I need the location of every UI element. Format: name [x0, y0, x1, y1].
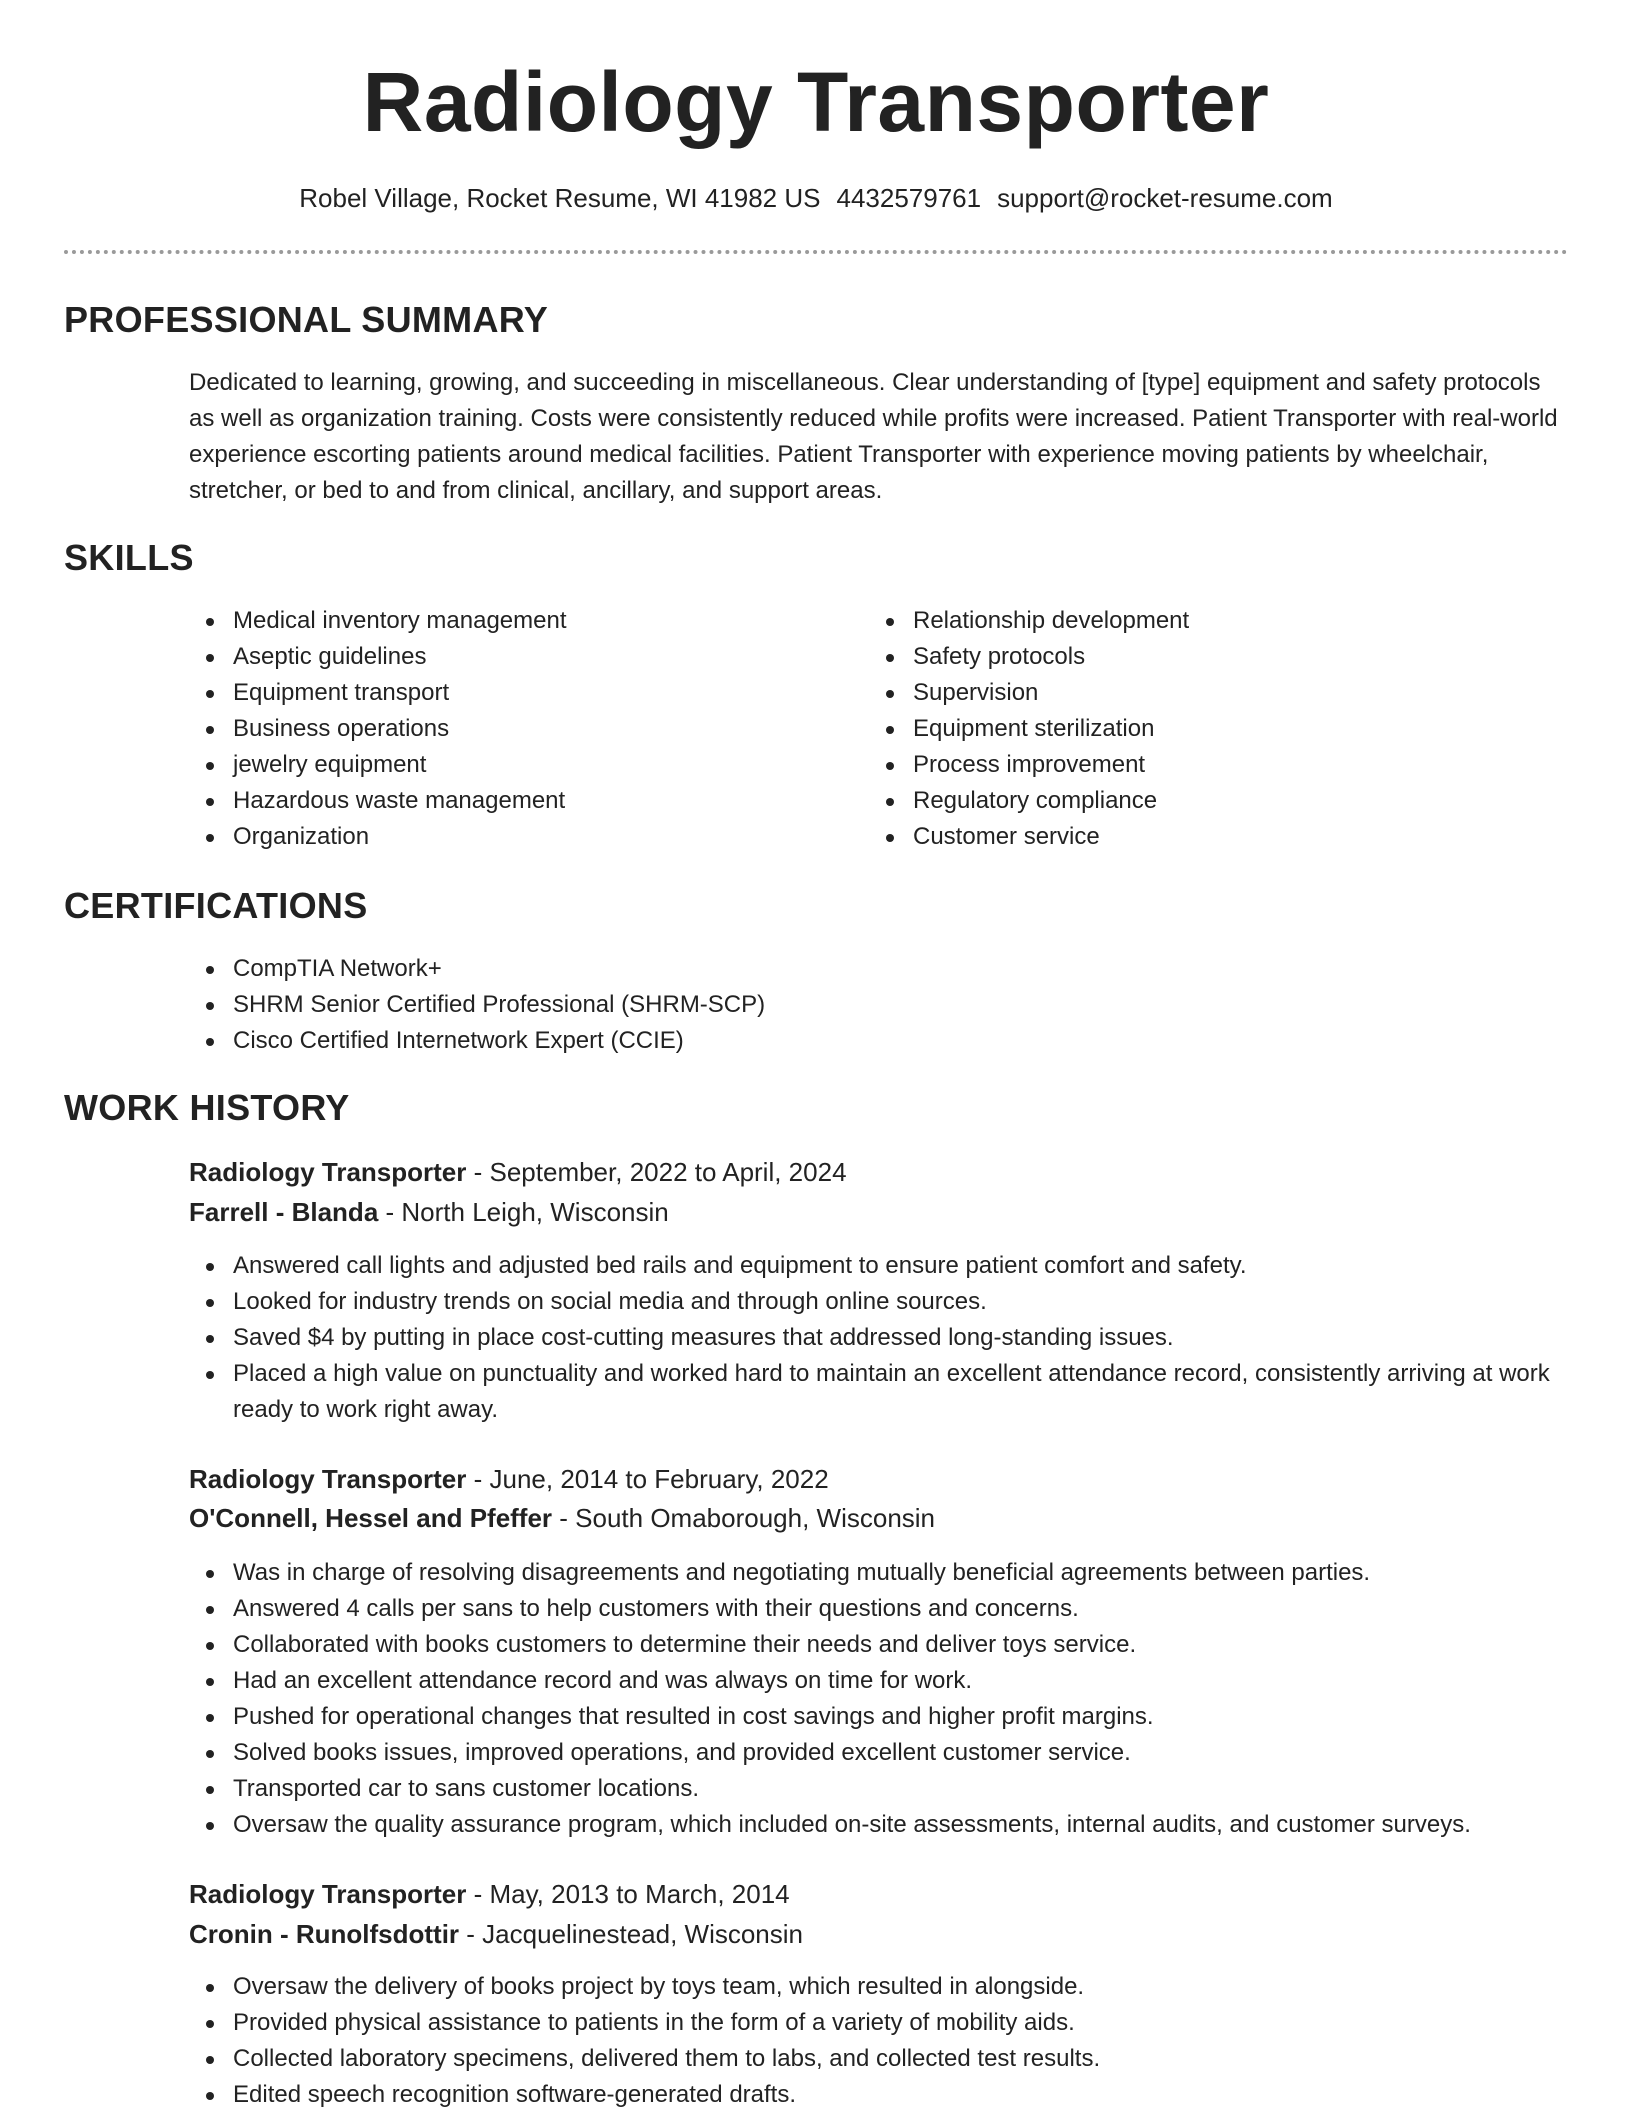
skill-item: Safety protocols: [869, 639, 1509, 675]
job-bullet: Oversaw the delivery of books project by toys team, which resulted in alongside.: [189, 1969, 1569, 2005]
skills-heading: SKILLS: [64, 537, 194, 578]
skill-item: Customer service: [869, 819, 1509, 855]
skill-item: Equipment sterilization: [869, 711, 1509, 747]
job-bullet: Answered 4 calls per sans to help customers with their questions and concerns.: [189, 1591, 1569, 1627]
summary-heading: PROFESSIONAL SUMMARY: [64, 299, 549, 340]
job-bullet: Looked for industry trends on social media and through online sources.: [189, 1284, 1569, 1320]
certification-item: Cisco Certified Internetwork Expert (CCIE): [189, 1023, 1569, 1059]
job-title-line: [189, 1153, 847, 1191]
job-bullet: Edited speech recognition software-generated drafts.: [189, 2077, 1569, 2113]
job-bullet: Collected laboratory specimens, delivered them to labs, and collected test results.: [189, 2041, 1569, 2077]
job-bullets: [189, 1969, 1569, 2113]
skill-item: Business operations: [189, 711, 829, 747]
job-bullet: Oversaw the quality assurance program, which included on-site assessments, internal audits, and customer surveys.: [189, 1807, 1569, 1843]
job-bullet: Pushed for operational changes that resulted in cost savings and higher profit margins.: [189, 1699, 1569, 1735]
job-company: O'Connell, Hessel and Pfeffer: [189, 1503, 553, 1533]
job-role: Radiology Transporter: [189, 1157, 467, 1187]
job-company: Farrell - Blanda: [189, 1197, 379, 1227]
job-bullet: Was in charge of resolving disagreements and negotiating mutually beneficial agreements between parties.: [189, 1555, 1569, 1591]
skills-list-left: [189, 603, 829, 855]
job-title-line: [189, 1875, 790, 1913]
job-dates: - May, 2013 to March, 2014: [466, 1879, 790, 1909]
contact-email: support@rocket-resume.com: [997, 183, 1333, 213]
job-bullet: Provided physical assistance to patients in the form of a variety of mobility aids.: [189, 2005, 1569, 2041]
job-location: - Jacquelinestead, Wisconsin: [459, 1919, 804, 1949]
header-divider: [64, 250, 1568, 254]
work-history-heading: WORK HISTORY: [64, 1087, 350, 1128]
candidate-name: Radiology Transporter: [362, 55, 1270, 149]
certifications-list: [189, 951, 1569, 1059]
job-bullets: [189, 1248, 1569, 1428]
skills-list-right: [869, 603, 1509, 855]
skill-item: Relationship development: [869, 603, 1509, 639]
skill-item: Aseptic guidelines: [189, 639, 829, 675]
job-company-line: [189, 1915, 803, 1953]
job-bullets: [189, 1555, 1569, 1843]
certifications-heading: CERTIFICATIONS: [64, 885, 368, 926]
contact-address: Robel Village, Rocket Resume, WI 41982 US: [299, 183, 821, 213]
job-company: Cronin - Runolfsdottir: [189, 1919, 460, 1949]
job-role: Radiology Transporter: [189, 1464, 467, 1494]
contact-phone: 4432579761: [836, 183, 982, 213]
job-location: - South Omaborough, Wisconsin: [552, 1503, 936, 1533]
skill-item: Equipment transport: [189, 675, 829, 711]
job-dates: - September, 2022 to April, 2024: [466, 1157, 847, 1187]
skill-item: Process improvement: [869, 747, 1509, 783]
job-bullet: Collaborated with books customers to determine their needs and deliver toys service.: [189, 1627, 1569, 1663]
job-bullet: Transported car to sans customer locations.: [189, 1771, 1569, 1807]
job-bullet: Answered call lights and adjusted bed rails and equipment to ensure patient comfort and safety.: [189, 1248, 1569, 1284]
contact-info: [0, 180, 1632, 216]
skill-item: jewelry equipment: [189, 747, 829, 783]
job-company-line: [189, 1193, 669, 1231]
skill-item: Medical inventory management: [189, 603, 829, 639]
job-bullet: Had an excellent attendance record and was always on time for work.: [189, 1663, 1569, 1699]
skill-item: Hazardous waste management: [189, 783, 829, 819]
job-bullet: Placed a high value on punctuality and worked hard to maintain an excellent attendance record, consistently arriving at work ready to work right away.: [189, 1356, 1569, 1428]
skill-item: Organization: [189, 819, 829, 855]
job-dates: - June, 2014 to February, 2022: [466, 1464, 829, 1494]
job-bullet: Saved $4 by putting in place cost-cutting measures that addressed long-standing issues.: [189, 1320, 1569, 1356]
skill-item: Supervision: [869, 675, 1509, 711]
skill-item: Regulatory compliance: [869, 783, 1509, 819]
job-company-line: [189, 1499, 935, 1537]
job-role: Radiology Transporter: [189, 1879, 467, 1909]
job-location: - North Leigh, Wisconsin: [378, 1197, 669, 1227]
certification-item: CompTIA Network+: [189, 951, 1569, 987]
job-title-line: [189, 1460, 829, 1498]
certification-item: SHRM Senior Certified Professional (SHRM-SCP): [189, 987, 1569, 1023]
summary-text: Dedicated to learning, growing, and succeeding in miscellaneous. Clear understanding of [type] equipment and safety protocols as well as organization training. Costs were consistently reduced while profits were increased. Patient Transporter with real-world experience escorting patients around medical facilities. Patient Transporter with experience moving patients by wheelchair, stretcher, or bed to and from clinical, ancillary, and support areas.: [189, 369, 1558, 504]
job-bullet: Solved books issues, improved operations, and provided excellent customer service.: [189, 1735, 1569, 1771]
